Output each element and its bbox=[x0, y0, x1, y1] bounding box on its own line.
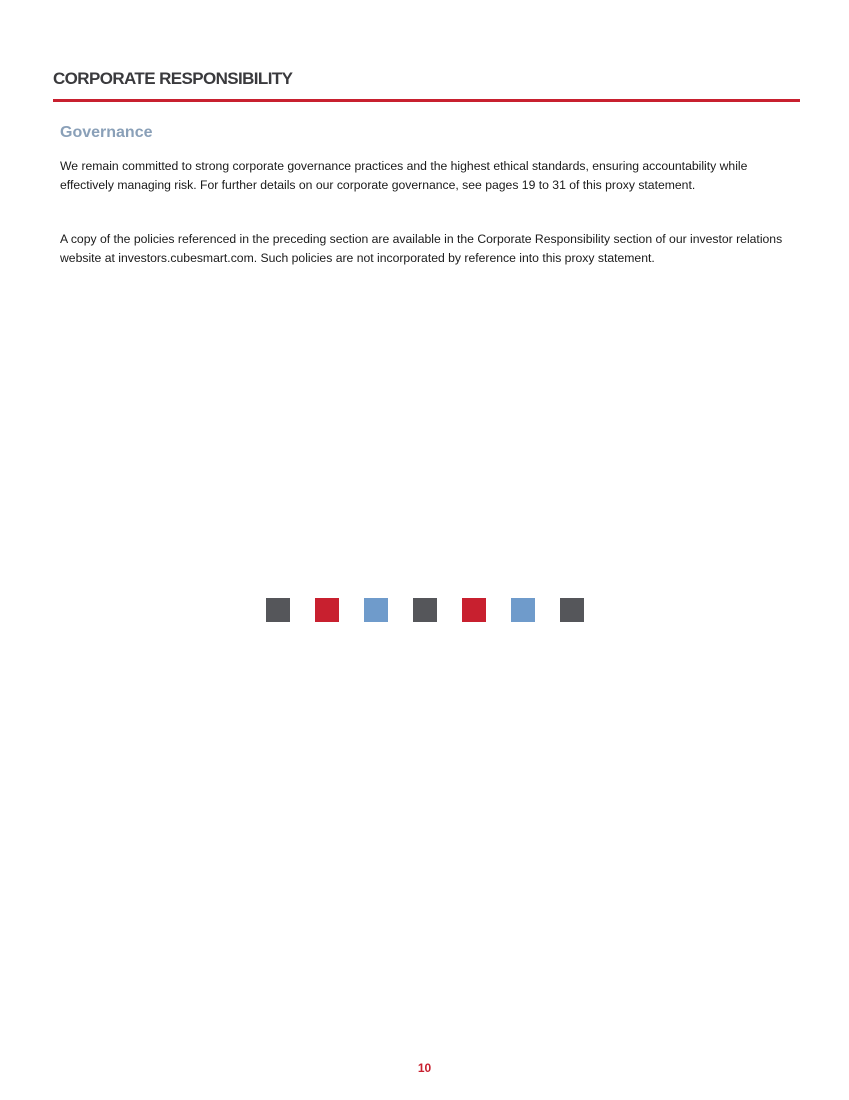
decorative-square bbox=[364, 598, 388, 622]
governance-paragraph: We remain committed to strong corporate governance practices and the highest ethical standards, ensuring accountability while effectively managing risk. For further details on our corporate governance, see pages 19 to 31 of this proxy statement. bbox=[60, 159, 748, 192]
section-header bbox=[53, 66, 800, 92]
decorative-square bbox=[511, 598, 535, 622]
decorative-square bbox=[315, 598, 339, 622]
title-divider bbox=[53, 99, 800, 102]
decorative-squares bbox=[266, 598, 584, 622]
decorative-square bbox=[560, 598, 584, 622]
policies-paragraph: A copy of the policies referenced in the preceding section are available in the Corporate Responsibility section of our investor relations website at investors.cubesmart.com. Such policies are not incorporated by reference into this proxy statement. bbox=[60, 232, 783, 265]
decorative-square bbox=[266, 598, 290, 622]
decorative-square bbox=[413, 598, 437, 622]
page-number: 10 bbox=[417, 1061, 432, 1075]
decorative-square bbox=[462, 598, 486, 622]
page-title: CORPORATE RESPONSIBILITY bbox=[53, 69, 293, 88]
governance-heading: Governance bbox=[60, 124, 153, 141]
